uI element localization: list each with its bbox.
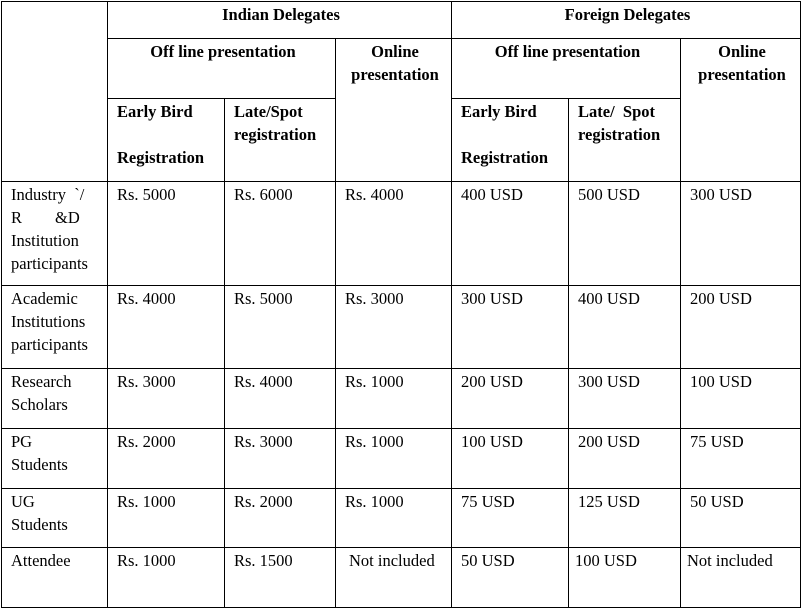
category-line: Institutions	[11, 312, 86, 331]
fee-cell: 100 USD	[569, 548, 681, 608]
category-line: Students	[11, 515, 68, 534]
foreign-delegates-header: Foreign Delegates	[452, 2, 801, 39]
fee-cell: 500 USD	[569, 182, 681, 286]
fee-cell: Rs. 5000	[225, 286, 336, 369]
foreign-early-bird-header	[452, 99, 569, 182]
fee-cell: Rs. 1000	[336, 369, 452, 429]
fee-cell: 300 USD	[569, 369, 681, 429]
fee-cell: 75 USD	[452, 489, 569, 548]
fee-cell: 100 USD	[452, 429, 569, 489]
fee-cell: Rs. 6000	[225, 182, 336, 286]
category-line: Academic	[11, 289, 78, 308]
table-row	[2, 548, 801, 608]
table-row	[2, 182, 801, 286]
registration-fee-table	[1, 1, 801, 608]
category-line: Students	[11, 455, 68, 474]
table-row	[2, 286, 801, 369]
early-bird-line2: Registration	[117, 148, 205, 167]
fee-cell: 50 USD	[452, 548, 569, 608]
fee-cell: Rs. 3000	[225, 429, 336, 489]
online-line2: presentation	[698, 65, 786, 84]
category-line: Industry `/	[11, 185, 85, 204]
foreign-late-header	[569, 99, 681, 182]
late-line1: Late/ Spot	[578, 102, 656, 121]
category-line: Scholars	[11, 395, 68, 414]
fee-cell: 100 USD	[681, 369, 801, 429]
fee-cell: 400 USD	[569, 286, 681, 369]
online-line1: Online	[371, 42, 419, 61]
category-cell	[2, 429, 108, 489]
early-bird-line2: Registration	[461, 148, 549, 167]
indian-offline-header: Off line presentation	[108, 39, 336, 99]
indian-delegates-header: Indian Delegates	[108, 2, 452, 39]
category-line: R &D	[11, 208, 80, 227]
fee-cell: 75 USD	[681, 429, 801, 489]
fee-cell: Rs. 1000	[108, 489, 225, 548]
fee-cell: 400 USD	[452, 182, 569, 286]
table-row	[2, 369, 801, 429]
fee-cell: 300 USD	[681, 182, 801, 286]
category-cell	[2, 369, 108, 429]
fee-cell: 200 USD	[681, 286, 801, 369]
corner-cell	[2, 2, 108, 182]
category-line: UG	[11, 492, 35, 511]
fee-cell: Rs. 1000	[108, 548, 225, 608]
fee-cell: Not included	[681, 548, 801, 608]
fee-cell: Not included	[336, 548, 452, 608]
category-line: Research	[11, 372, 72, 391]
late-line1: Late/Spot	[234, 102, 303, 121]
indian-late-header	[225, 99, 336, 182]
fee-cell: Rs. 1500	[225, 548, 336, 608]
fee-cell: Rs. 2000	[108, 429, 225, 489]
category-cell	[2, 489, 108, 548]
fee-cell: Rs. 1000	[336, 489, 452, 548]
online-line2: presentation	[351, 65, 439, 84]
online-line1: Online	[718, 42, 766, 61]
category-line: Institution	[11, 231, 79, 250]
category-cell	[2, 286, 108, 369]
category-line: participants	[11, 254, 88, 273]
fee-cell: 125 USD	[569, 489, 681, 548]
category-cell	[2, 548, 108, 608]
category-line: participants	[11, 335, 88, 354]
table-row	[2, 429, 801, 489]
category-line: PG	[11, 432, 33, 451]
table-row	[2, 489, 801, 548]
category-line: Attendee	[11, 551, 71, 570]
foreign-online-header	[681, 39, 801, 182]
fee-cell: Rs. 4000	[336, 182, 452, 286]
early-bird-line1: Early Bird	[117, 102, 193, 121]
fee-cell: Rs. 3000	[108, 369, 225, 429]
late-line2: registration	[234, 125, 317, 144]
fee-cell: 50 USD	[681, 489, 801, 548]
indian-online-header	[336, 39, 452, 182]
fee-cell: Rs. 5000	[108, 182, 225, 286]
fee-cell: Rs. 4000	[225, 369, 336, 429]
foreign-offline-header: Off line presentation	[452, 39, 681, 99]
fee-cell: Rs. 4000	[108, 286, 225, 369]
late-line2: registration	[578, 125, 661, 144]
fee-cell: Rs. 2000	[225, 489, 336, 548]
fee-cell: Rs. 1000	[336, 429, 452, 489]
indian-early-bird-header	[108, 99, 225, 182]
early-bird-line1: Early Bird	[461, 102, 537, 121]
fee-cell: 200 USD	[452, 369, 569, 429]
fee-cell: 200 USD	[569, 429, 681, 489]
category-cell	[2, 182, 108, 286]
fee-cell: 300 USD	[452, 286, 569, 369]
fee-cell: Rs. 3000	[336, 286, 452, 369]
